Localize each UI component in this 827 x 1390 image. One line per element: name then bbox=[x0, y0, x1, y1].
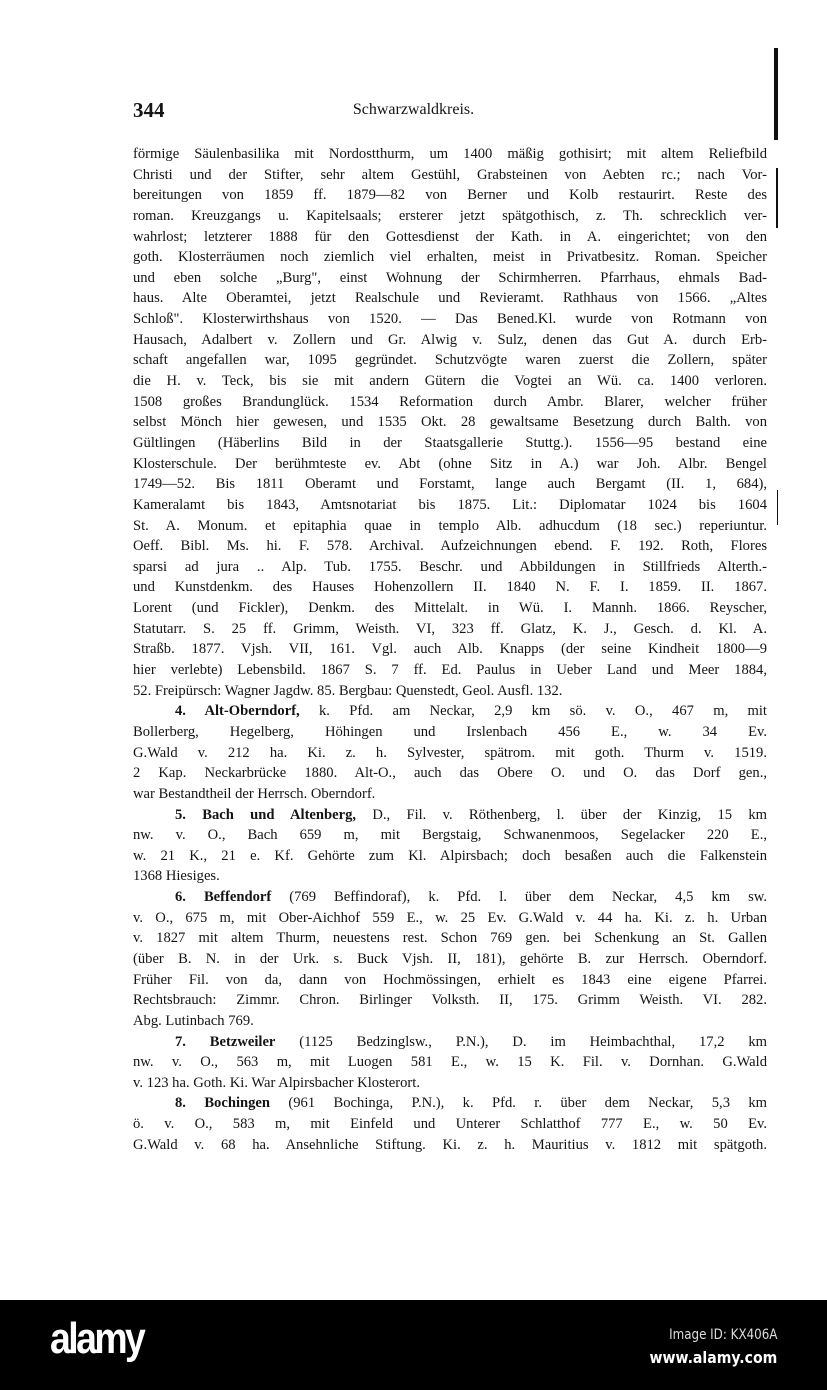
text-line bbox=[133, 1114, 767, 1135]
line-text: Früher Fil. von da, dann von Hochmössingen, erhielt es 1843 eine eigene Pfarrei. bbox=[133, 971, 767, 988]
page-number: 344 bbox=[133, 98, 165, 122]
line-text: 1508 großes Brandunglück. 1534 Reformation durch Ambr. Blarer, welcher früher bbox=[133, 393, 767, 410]
line-text: w. 21 K., 21 e. Kf. Gehörte zum Kl. Alpirsbach; doch besaßen auch die Falkenstein bbox=[133, 847, 767, 864]
text-line bbox=[133, 474, 767, 495]
line-text: und Kunstdenkm. des Hauses Hohenzollern II. 1840 N. F. I. 1859. II. 1867. bbox=[133, 579, 767, 596]
line-text: Straßb. 1877. Vjsh. VII, 161. Vgl. auch Alb. Knapps (der seine Kindheit 1800—9 bbox=[133, 641, 767, 658]
text-line bbox=[133, 908, 767, 929]
line-text: haus. Alte Oberamtei, jetzt Realschule und Revieramt. Rathhaus von 1566. „Altes bbox=[133, 290, 767, 307]
text-line bbox=[133, 619, 767, 640]
entry-title: 6. Beffendorf bbox=[175, 889, 272, 906]
line-text: Oeff. Bibl. Ms. hi. F. 578. Archival. Aufzeichnungen ebend. F. 192. Roth, Flores bbox=[133, 538, 767, 555]
line-text: Lorent (und Fickler), Denkm. des Mittelalt. in Wü. I. Mannh. 1866. Reyscher, bbox=[133, 600, 767, 617]
text-line bbox=[133, 784, 767, 805]
line-text: und eben solche „Burg", einst Wohnung der Schirmherren. Pfarrhaus, ehmals Bad- bbox=[133, 269, 767, 286]
line-text: schaft angefallen war, 1095 gegründet. Schutzvögte waren zuerst die Zollern, später bbox=[133, 352, 767, 369]
line-text: Schloß". Klosterwirthshaus von 1520. — Das Bened.Kl. wurde von Rotmann von bbox=[133, 311, 767, 328]
entry-heading-line bbox=[133, 701, 767, 722]
text-line bbox=[133, 1011, 767, 1032]
text-line bbox=[133, 763, 767, 784]
image-id: Image ID: KX406A bbox=[668, 1327, 777, 1343]
text-line bbox=[133, 144, 767, 165]
text-line bbox=[133, 949, 767, 970]
line-text: 1749—52. Bis 1811 Oberamt und Forstamt, lange auch Bergamt (II. 1, 684), bbox=[133, 476, 767, 493]
scan-edge-mark bbox=[774, 48, 778, 140]
text-line bbox=[133, 639, 767, 660]
line-text: sparsi ad jura .. Alp. Tub. 1755. Beschr. und Abbildungen in Stillfrieds Alterth.- bbox=[133, 558, 767, 575]
line-text: Kameralamt bis 1843, Amtsnotariat bis 1875. Lit.: Diplomatar 1024 bis 1604 bbox=[133, 496, 767, 513]
line-text: Rechtsbrauch: Zimmr. Chron. Birlinger Volksth. II, 175. Grimm Weisth. VI. 282. bbox=[133, 992, 767, 1009]
line-text: die H. v. Teck, bis sie mit andern Gütern die Vogtei an Wü. ca. 1400 verloren. bbox=[133, 373, 767, 390]
text-line bbox=[133, 743, 767, 764]
text-line bbox=[133, 330, 767, 351]
text-line bbox=[133, 1073, 767, 1094]
entry-title: 8. Bochingen bbox=[175, 1095, 271, 1112]
text-line bbox=[133, 165, 767, 186]
text-line bbox=[133, 288, 767, 309]
line-text: 1368 Hiesiges. bbox=[133, 868, 220, 885]
text-line bbox=[133, 227, 767, 248]
text-line bbox=[133, 350, 767, 371]
line-text: Statutarr. S. 25 ff. Grimm, Weisth. VI, 323 ff. Glatz, K. J., Gesch. d. Kl. A. bbox=[133, 620, 767, 637]
text-line bbox=[133, 454, 767, 475]
body-text bbox=[133, 144, 767, 1155]
line-text: 2 Kap. Neckarbrücke 1880. Alt-O., auch das Obere O. und O. das Dorf gen., bbox=[133, 765, 767, 782]
text-line bbox=[133, 392, 767, 413]
line-text: (769 Beffindoraf), k. Pfd. l. über dem Neckar, 4,5 km sw. bbox=[271, 889, 767, 906]
entry-heading-line bbox=[133, 805, 767, 826]
text-line bbox=[133, 268, 767, 289]
entry-heading-line bbox=[133, 1032, 767, 1053]
line-text: v. O., 675 m, mit Ober-Aichhof 559 E., w. 25 Ev. G.Wald v. 44 ha. Ki. z. h. Urban bbox=[133, 909, 767, 926]
line-text: G.Wald v. 68 ha. Ansehnliche Stiftung. Ki. z. h. Mauritius v. 1812 mit spätgoth. bbox=[133, 1136, 767, 1153]
line-text: D., Fil. v. Röthenberg, l. über der Kinzig, 15 km bbox=[356, 806, 767, 823]
text-line bbox=[133, 516, 767, 537]
text-line bbox=[133, 1052, 767, 1073]
text-line bbox=[133, 970, 767, 991]
line-text: (961 Bochinga, P.N.), k. Pfd. r. über dem Neckar, 5,3 km bbox=[270, 1095, 767, 1112]
line-text: goth. Klosterräumen noch ziemlich viel erhalten, meist in Privatbesitz. Roman. Speicher bbox=[133, 249, 767, 266]
scan-edge-mark bbox=[777, 490, 778, 525]
text-line bbox=[133, 185, 767, 206]
text-line bbox=[133, 433, 767, 454]
text-line bbox=[133, 536, 767, 557]
text-line bbox=[133, 371, 767, 392]
line-text: Christi und der Stifter, sehr altem Gestühl, Grabsteinen von Aebten rc.; nach Vor- bbox=[133, 166, 767, 183]
line-text: nw. v. O., 563 m, mit Luogen 581 E., w. 15 K. Fil. v. Dornhan. G.Wald bbox=[133, 1054, 767, 1071]
text-line bbox=[133, 495, 767, 516]
entry-heading-line bbox=[133, 1093, 767, 1114]
text-line bbox=[133, 846, 767, 867]
running-head: Schwarzwaldkreis. bbox=[352, 101, 475, 118]
watermark-banner bbox=[0, 1300, 827, 1390]
line-text: Gültlingen (Häberlins Bild in der Staatsgallerie Stuttg.). 1556—95 bestand eine bbox=[133, 434, 767, 451]
line-text: war Bestandtheil der Herrsch. Oberndorf. bbox=[133, 785, 376, 802]
text-line bbox=[133, 557, 767, 578]
scan-edge-mark bbox=[776, 168, 778, 228]
line-text: (1125 Bedzinglsw., P.N.), D. im Heimbachthal, 17,2 km bbox=[275, 1033, 767, 1050]
site-url: www.alamy.com bbox=[649, 1348, 777, 1367]
line-text: Hausach, Adalbert v. Zollern und Gr. Alwig v. Sulz, denen das Gut A. durch Erb- bbox=[133, 331, 767, 348]
line-text: (über B. N. in der Urk. s. Buck Vjsh. II, 181), gehörte B. zur Herrsch. Oberndorf. bbox=[133, 950, 767, 967]
line-text: v. 1827 mit altem Thurm, neuestens rest. Schon 769 gen. bei Schenkung an St. Gallen bbox=[133, 930, 767, 947]
text-line bbox=[133, 990, 767, 1011]
text-line bbox=[133, 681, 767, 702]
line-text: 52. Freipürsch: Wagner Jagdw. 85. Bergbau: Quenstedt, Geol. Ausfl. 132. bbox=[133, 682, 563, 699]
line-text: Bollerberg, Hegelberg, Höhingen und Irslenbach 456 E., w. 34 Ev. bbox=[133, 723, 767, 740]
text-line bbox=[133, 206, 767, 227]
line-text: roman. Kreuzgangs u. Kapitelsaals; ersterer jetzt spätgothisch, z. Th. schrecklich ver- bbox=[133, 207, 767, 224]
text-line bbox=[133, 825, 767, 846]
line-text: St. A. Monum. et epitaphia quae in templo Alb. adhucdum (18 sec.) reperiuntur. bbox=[133, 517, 767, 534]
alamy-logo: alamy bbox=[50, 1314, 144, 1363]
text-line bbox=[133, 1135, 767, 1156]
line-text: bereitungen von 1859 ff. 1879—82 von Berner und Kolb restaurirt. Reste des bbox=[133, 187, 767, 204]
text-line bbox=[133, 866, 767, 887]
line-text: v. 123 ha. Goth. Ki. War Alpirsbacher Klosterort. bbox=[133, 1074, 420, 1091]
entry-title: 4. Alt-Oberndorf, bbox=[175, 703, 300, 720]
line-text: G.Wald v. 212 ha. Ki. z. h. Sylvester, spätrom. mit goth. Thurm v. 1519. bbox=[133, 744, 767, 761]
line-text: Klosterschule. Der berühmteste ev. Abt (ohne Sitz in A.) war Joh. Albr. Bengel bbox=[133, 455, 767, 472]
text-line bbox=[133, 598, 767, 619]
line-text: k. Pfd. am Neckar, 2,9 km sö. v. O., 467 m, mit bbox=[299, 703, 767, 720]
line-text: selbst Mönch hier gewesen, und 1535 Okt. 28 gewaltsame Besetzung durch Balth. von bbox=[133, 414, 767, 431]
text-line bbox=[133, 660, 767, 681]
text-line bbox=[133, 412, 767, 433]
line-text: wahrlost; letzterer 1888 für den Gottesdienst der Kath. in A. eingerichtet; von den bbox=[133, 228, 767, 245]
line-text: Abg. Lutinbach 769. bbox=[133, 1012, 254, 1029]
entry-heading-line bbox=[133, 887, 767, 908]
entry-title: 7. Betzweiler bbox=[175, 1033, 276, 1050]
text-line bbox=[133, 577, 767, 598]
entry-title: 5. Bach und Altenberg, bbox=[175, 806, 357, 823]
line-text: nw. v. O., Bach 659 m, mit Bergstaig, Schwanenmoos, Segelacker 220 E., bbox=[133, 827, 767, 844]
text-line bbox=[133, 722, 767, 743]
text-line bbox=[133, 309, 767, 330]
line-text: ö. v. O., 583 m, mit Einfeld und Unterer Schlatthof 777 E., w. 50 Ev. bbox=[133, 1116, 767, 1133]
text-line bbox=[133, 928, 767, 949]
text-line bbox=[133, 247, 767, 268]
line-text: förmige Säulenbasilika mit Nordostthurm, um 1400 mäßig gothisirt; mit altem Reliefbild bbox=[133, 146, 767, 162]
line-text: hier verlebte) Lebensbild. 1867 S. 7 ff. Ed. Paulus in Ueber Land und Meer 1884, bbox=[133, 662, 767, 679]
